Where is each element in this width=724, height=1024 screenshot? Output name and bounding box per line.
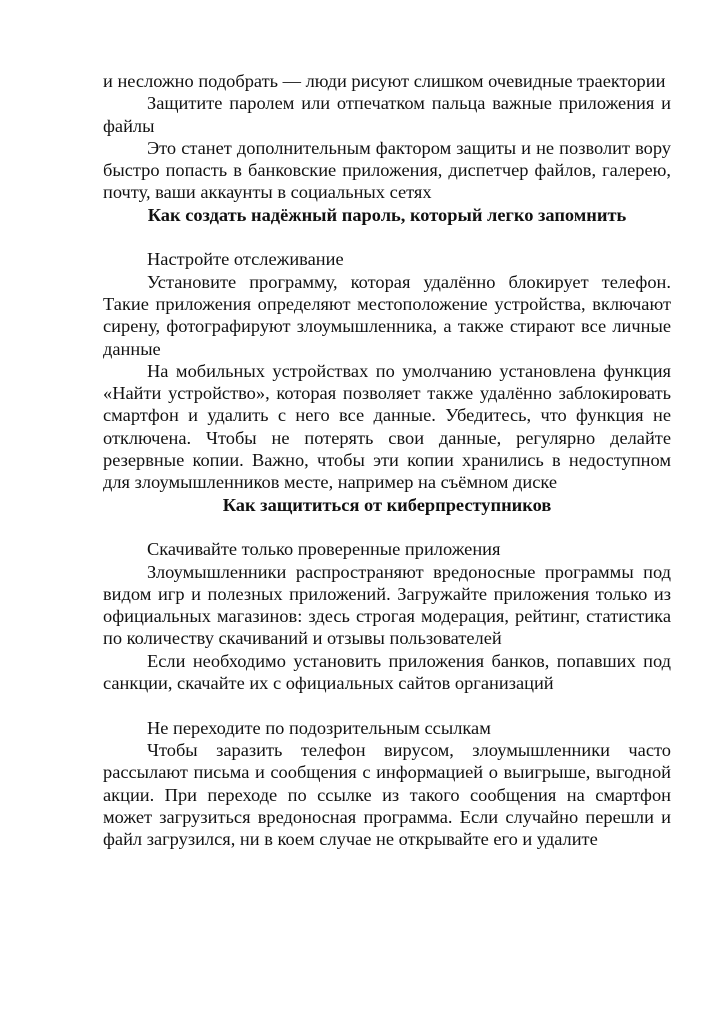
spacer <box>103 516 671 538</box>
spacer <box>103 226 671 248</box>
paragraph-tracking-body: Установите программу, которая удалённо блокирует телефон. Такие приложения определяют местоположение устройства, включают сирену, фотографируют злоумышленника, а также стирают все личные данные <box>103 271 671 359</box>
paragraph-verified-apps-title: Скачивайте только проверенные приложения <box>147 539 501 560</box>
section-heading-strong-password: Как создать надёжный пароль, который легко запомнить <box>147 204 627 225</box>
paragraph-tracking-title: Настройте отслеживание <box>147 249 344 270</box>
paragraph-find-device: На мобильных устройствах по умолчанию установлена функция «Найти устройство», которая позволяет также удалённо заблокировать смартфон и удалить с него все данные. Убедитесь, что функция не отключена. Чтобы не потерять свои данные, регулярно делайте резервные копии. Важно, чтобы эти копии хранились в недоступном для злоумышленников месте, например на съёмном диске <box>103 360 671 493</box>
paragraph-protect-apps-body: Это станет дополнительным фактором защиты и не позволит вору быстро попасть в банковские приложения, диспетчер файлов, галерею, почту, ваши аккаунты в социальных сетях <box>103 137 671 203</box>
paragraph-sanctioned-banks: Если необходимо установить приложения банков, попавших под санкции, скачайте их с официальных сайтов организаций <box>103 650 671 694</box>
paragraph-verified-apps-body: Злоумышленники распространяют вредоносные программы под видом игр и полезных приложений. Загружайте приложения только из официальных магазинов: здесь строгая модерация, рейтинг, статистика по количеству скачиваний и отзывы пользователей <box>103 561 671 649</box>
section-heading-cybercriminals: Как защититься от киберпреступников <box>222 494 552 515</box>
paragraph-pattern-lock: и несложно подобрать — люди рисуют слишком очевидные траектории <box>103 71 666 91</box>
document-page <box>103 70 671 850</box>
paragraph-suspicious-links-title: Не переходите по подозрительным ссылкам <box>147 717 491 738</box>
paragraph-suspicious-links-body: Чтобы заразить телефон вирусом, злоумышленники часто рассылают письма и сообщения с информацией о выигрыше, выгодной акции. При переходе по ссылке из такого сообщения на смартфон может загрузиться вредоносная программа. Если случайно перешли и файл загрузился, ни в коем случае не открывайте его и удалите <box>103 739 671 850</box>
spacer <box>103 694 671 716</box>
paragraph-protect-apps-title: Защитите паролем или отпечатком пальца важные приложения и файлы <box>103 93 671 136</box>
